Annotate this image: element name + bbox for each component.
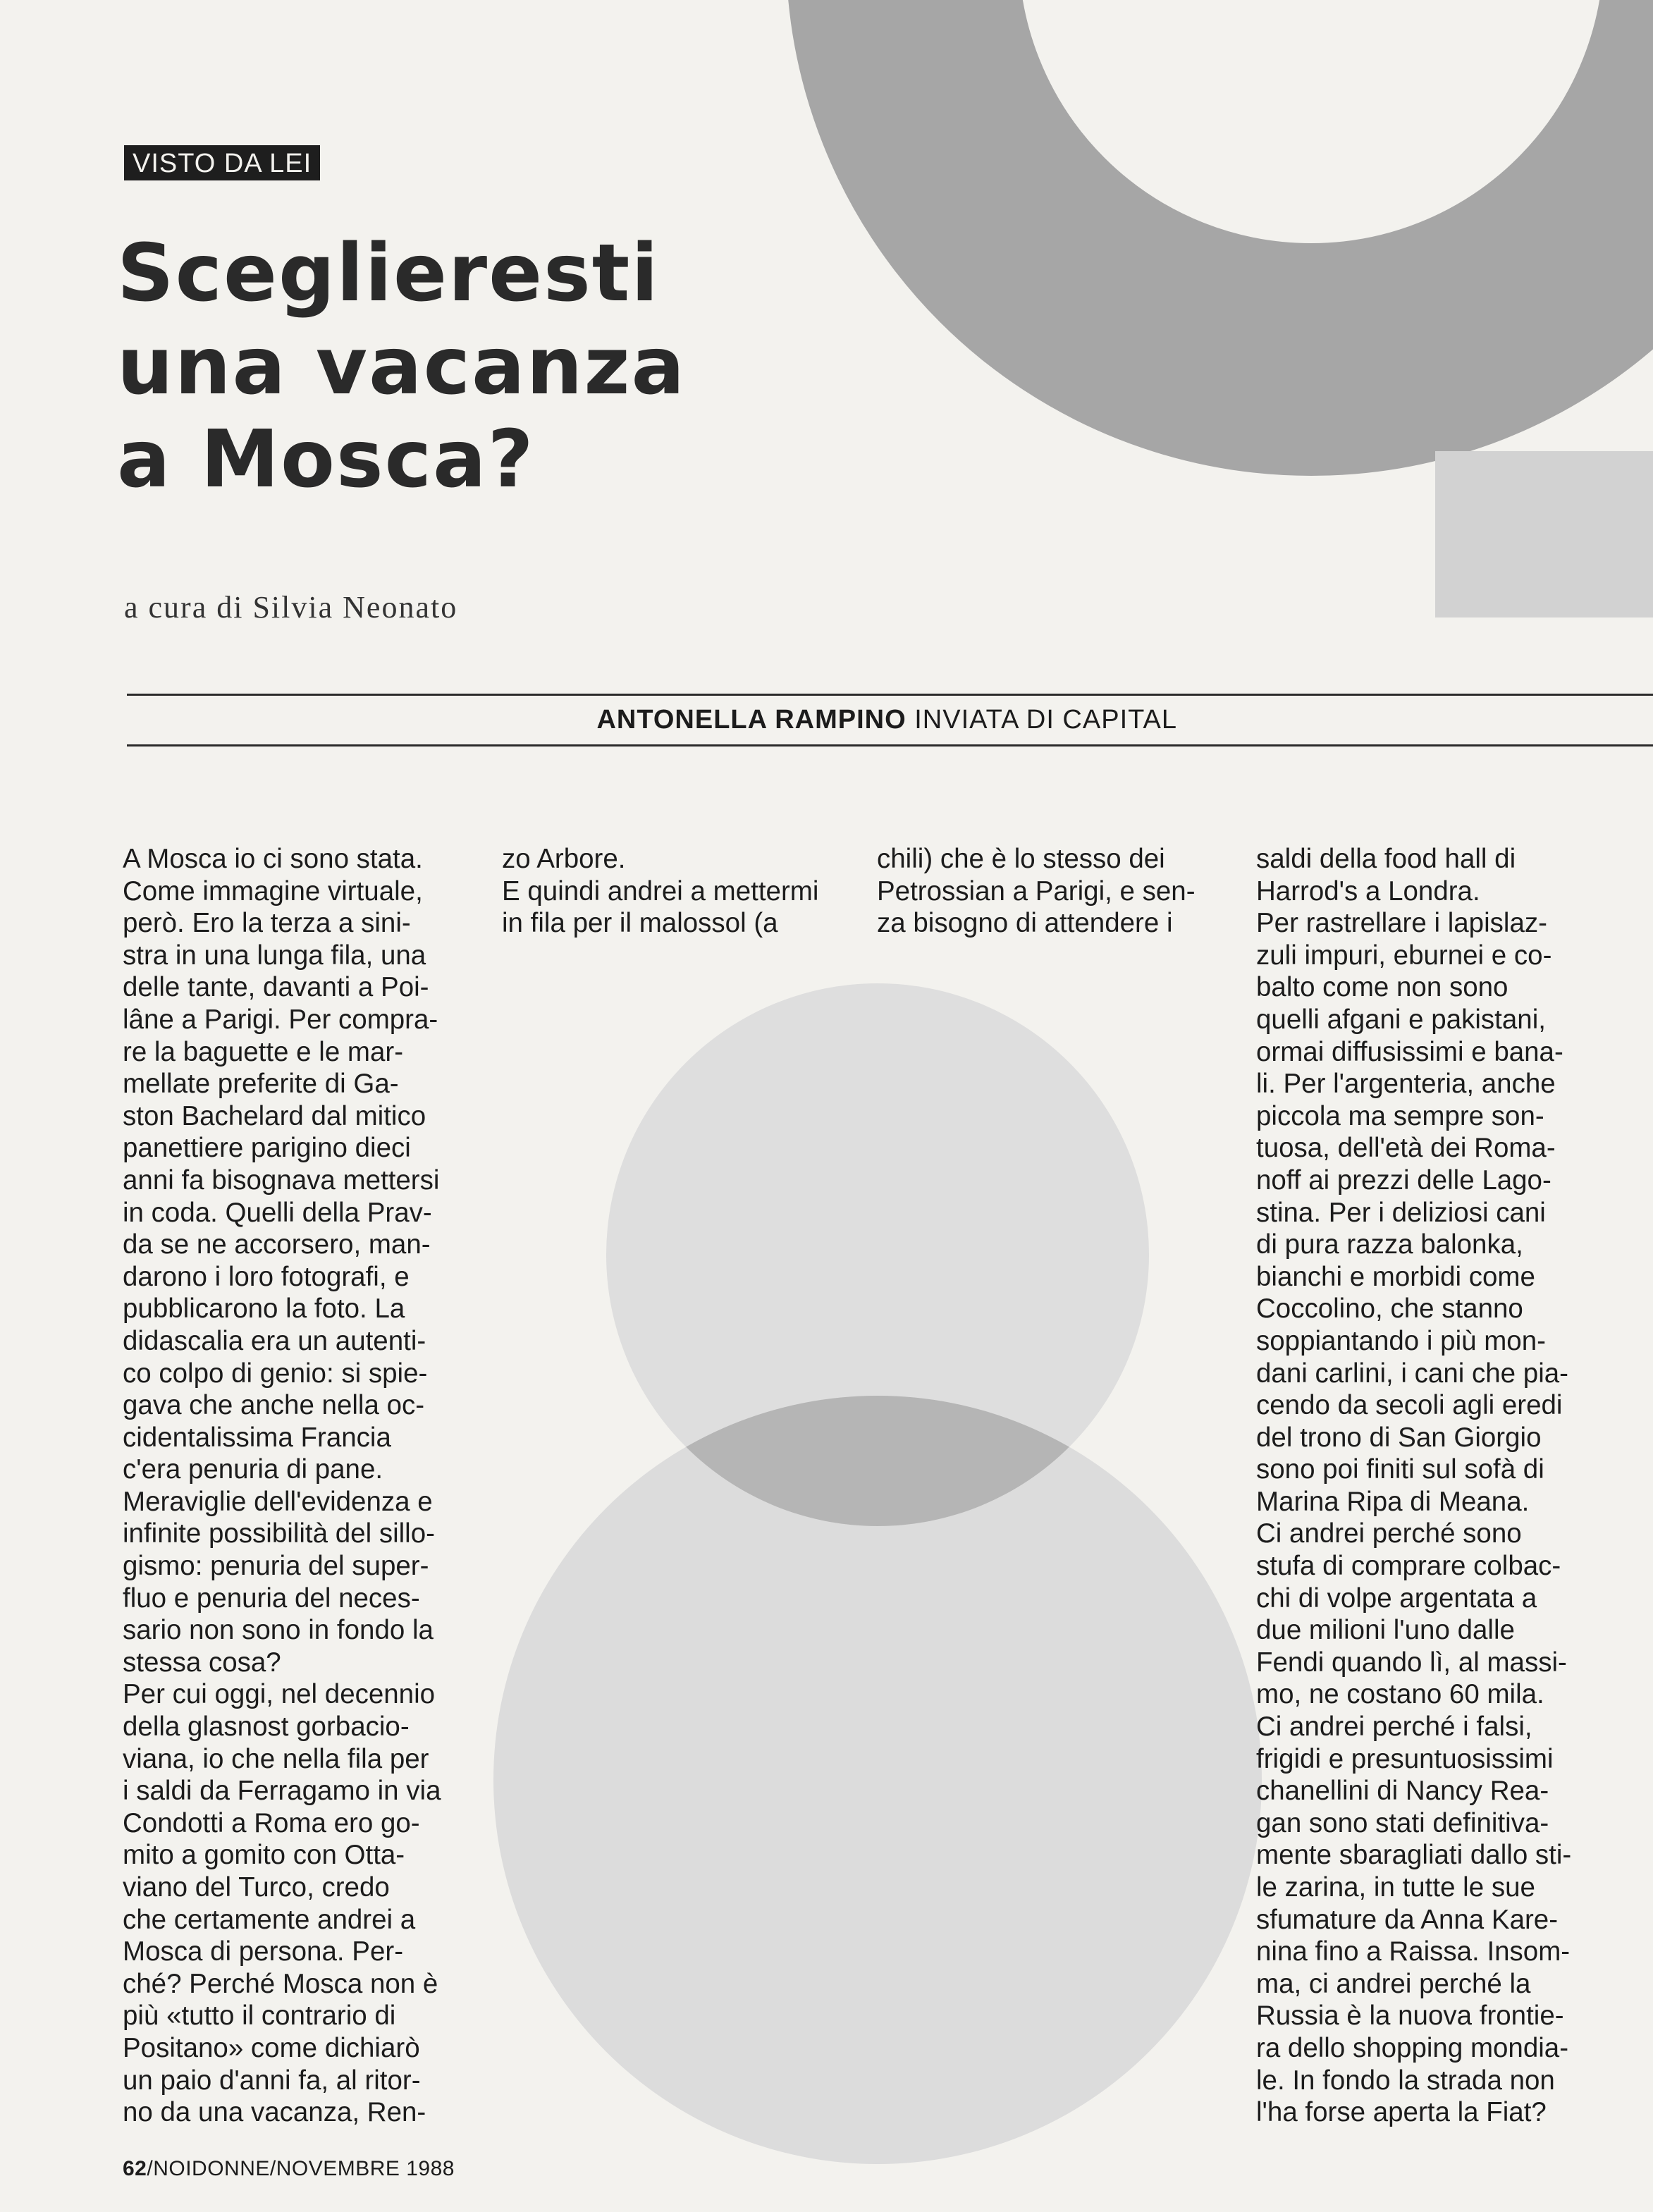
text-line: ché? Perché Mosca non è xyxy=(123,1968,438,1999)
text-line: noff ai prezzi delle Lago- xyxy=(1256,1165,1551,1196)
text-column-2 xyxy=(502,843,854,940)
text-line: za bisogno di attendere i xyxy=(877,908,1173,939)
decorative-bar xyxy=(1435,451,1653,617)
text-line: frigidi e presuntuosissimi xyxy=(1256,1743,1554,1774)
text-line: quelli afgani e pakistani, xyxy=(1256,1004,1546,1035)
author-line xyxy=(127,703,1177,736)
headline xyxy=(117,227,822,506)
divider-rule xyxy=(127,694,1653,696)
text-line: saldi della food hall di xyxy=(1256,844,1516,874)
text-line: stufa di comprare colbac- xyxy=(1256,1551,1561,1582)
text-line: nina fino a Raissa. Insom- xyxy=(1256,1936,1571,1967)
text-line: zuli impuri, eburnei e co- xyxy=(1256,940,1552,971)
text-line: balto come non sono xyxy=(1256,972,1508,1003)
text-line: Come immagine virtuale, xyxy=(123,875,423,907)
text-line: ma, ci andrei perché la xyxy=(1256,1968,1531,1999)
text-line: mo, ne costano 60 mila. xyxy=(1256,1679,1544,1710)
editor-byline: a cura di Silvia Neonato xyxy=(124,590,458,625)
text-line: però. Ero la terza a sini- xyxy=(123,908,411,939)
text-line: Per rastrellare i lapislaz- xyxy=(1256,908,1547,939)
text-line: Russia è la nuova frontie- xyxy=(1256,2001,1564,2032)
text-line: tuosa, dell'età dei Roma- xyxy=(1256,1133,1556,1164)
text-line: Coccolino, che stanno xyxy=(1256,1294,1523,1325)
text-line: che certamente andrei a xyxy=(123,1904,416,1935)
headline-line: una vacanza xyxy=(117,321,687,412)
divider-rule xyxy=(127,744,1653,746)
text-line: chi di volpe argentata a xyxy=(1256,1583,1537,1614)
author-name: ANTONELLA RAMPINO xyxy=(596,705,907,735)
text-line: panettiere parigino dieci xyxy=(123,1133,411,1164)
text-line: viano del Turco, credo xyxy=(123,1872,390,1903)
text-line: chanellini di Nancy Rea- xyxy=(1256,1776,1549,1807)
text-line: mito a gomito con Otta- xyxy=(123,1840,405,1871)
text-line: fluo e penuria del neces- xyxy=(123,1583,420,1614)
text-line: di pura razza balonka, xyxy=(1256,1229,1523,1260)
text-line: cidentalissima Francia xyxy=(123,1422,391,1453)
text-line: mellate preferite di Ga- xyxy=(123,1069,399,1100)
text-line: darono i loro fotografi, e xyxy=(123,1261,410,1292)
text-line: lâne a Parigi. Per compra- xyxy=(123,1004,438,1035)
text-column-1 xyxy=(123,843,475,2129)
text-line: re la baguette e le mar- xyxy=(123,1036,404,1067)
text-line: Meraviglie dell'evidenza e xyxy=(123,1486,433,1517)
text-column-4 xyxy=(1256,843,1609,2129)
text-line: A Mosca io ci sono stata. xyxy=(123,844,423,874)
section-tag: VISTO DA LEI xyxy=(124,145,320,180)
text-line: cendo da secoli agli eredi xyxy=(1256,1390,1563,1421)
text-line: co colpo di genio: si spie- xyxy=(123,1358,428,1389)
text-line: delle tante, davanti a Poi- xyxy=(123,972,429,1003)
text-line: sfumature da Anna Kare- xyxy=(1256,1904,1559,1935)
text-line: gismo: penuria del super- xyxy=(123,1551,429,1582)
text-line: Mosca di persona. Per- xyxy=(123,1936,404,1967)
text-line: E quindi andrei a mettermi xyxy=(502,875,819,907)
text-line: ormai diffusissimi e bana- xyxy=(1256,1036,1563,1067)
text-line: due milioni l'uno dalle xyxy=(1256,1615,1515,1646)
text-line: infinite possibilità del sillo- xyxy=(123,1518,435,1549)
text-line: li. Per l'argenteria, anche xyxy=(1256,1069,1556,1100)
text-line: dani carlini, i cani che pia- xyxy=(1256,1358,1568,1389)
text-line: Fendi quando lì, al massi- xyxy=(1256,1647,1567,1678)
text-line: i saldi da Ferragamo in via xyxy=(123,1776,441,1807)
text-line: le. In fondo la strada non xyxy=(1256,2065,1555,2096)
text-line: soppiantando i più mon- xyxy=(1256,1325,1546,1356)
text-line: pubblicarono la foto. La xyxy=(123,1294,405,1325)
text-line: viana, io che nella fila per xyxy=(123,1743,429,1774)
text-line: del trono di San Giorgio xyxy=(1256,1422,1542,1453)
text-line: l'ha forse aperta la Fiat? xyxy=(1256,2097,1547,2128)
text-line: piccola ma sempre son- xyxy=(1256,1100,1544,1131)
author-role: INVIATA DI CAPITAL xyxy=(914,705,1177,735)
text-line: ston Bachelard dal mitico xyxy=(123,1100,426,1131)
text-line: da se ne accorsero, man- xyxy=(123,1229,431,1260)
headline-line: Sceglieresti xyxy=(117,228,660,319)
page-number: 62 xyxy=(123,2157,147,2180)
text-line: più «tutto il contrario di xyxy=(123,2001,396,2032)
text-line: sono poi finiti sul sofà di xyxy=(1256,1454,1544,1485)
text-column-3 xyxy=(877,843,1229,940)
text-line: gava che anche nella oc- xyxy=(123,1390,425,1421)
text-line: chili) che è lo stesso dei xyxy=(877,844,1165,874)
text-line: un paio d'anni fa, al ritor- xyxy=(123,2065,421,2096)
text-line: c'era penuria di pane. xyxy=(123,1454,383,1485)
text-line: Positano» come dichiarò xyxy=(123,2032,420,2063)
decorative-ring xyxy=(902,0,1653,360)
text-line: mente sbaragliati dallo sti- xyxy=(1256,1840,1572,1871)
text-line: le zarina, in tutte le sue xyxy=(1256,1872,1535,1903)
text-line: Ci andrei perché sono xyxy=(1256,1518,1522,1549)
text-line: stra in una lunga fila, una xyxy=(123,940,426,971)
text-line: gan sono stati definitiva- xyxy=(1256,1807,1549,1838)
text-line: Harrod's a Londra. xyxy=(1256,875,1480,907)
text-line: Marina Ripa di Meana. xyxy=(1256,1486,1530,1517)
text-line: didascalia era un autenti- xyxy=(123,1325,426,1356)
text-line: no da una vacanza, Ren- xyxy=(123,2097,426,2128)
text-line: anni fa bisognava mettersi xyxy=(123,1165,440,1196)
text-line: stina. Per i deliziosi cani xyxy=(1256,1197,1546,1228)
text-line: della glasnost gorbacio- xyxy=(123,1712,410,1743)
text-line: stessa cosa? xyxy=(123,1647,281,1678)
page-footer xyxy=(123,2157,455,2181)
text-line: Petrossian a Parigi, e sen- xyxy=(877,875,1196,907)
text-line: in coda. Quelli della Prav- xyxy=(123,1197,432,1228)
text-line: bianchi e morbidi come xyxy=(1256,1261,1535,1292)
footer-publication: /NOIDONNE/NOVEMBRE 1988 xyxy=(147,2157,455,2180)
text-line: Condotti a Roma ero go- xyxy=(123,1807,420,1838)
text-line: zo Arbore. xyxy=(502,844,626,874)
text-line: sario non sono in fondo la xyxy=(123,1615,434,1646)
text-line: ra dello shopping mondia- xyxy=(1256,2032,1569,2063)
text-line: in fila per il malossol (a xyxy=(502,908,778,939)
text-line: Ci andrei perché i falsi, xyxy=(1256,1712,1532,1743)
text-line: Per cui oggi, nel decennio xyxy=(123,1679,436,1710)
headline-line: a Mosca? xyxy=(117,414,535,505)
